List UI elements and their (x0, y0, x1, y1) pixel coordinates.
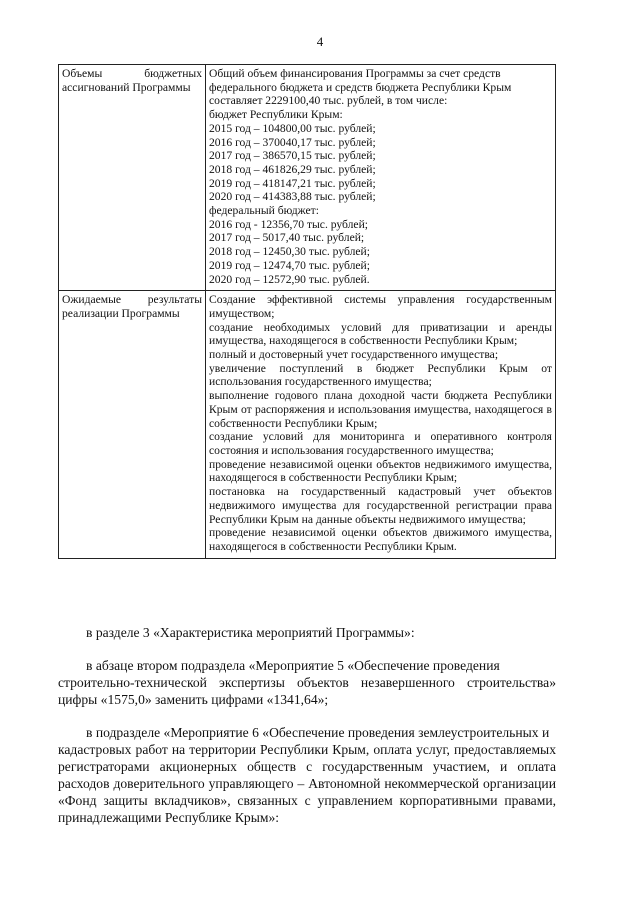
paragraph-first-line: в подразделе «Мероприятие 6 «Обеспечение проведения землеустроительных и (86, 725, 550, 740)
paragraph-measure-5 (58, 657, 556, 708)
table-line: проведение независимой оценки объектов движимого имущества, находящегося в собственности Республики Крым. (209, 526, 552, 553)
page-number: 4 (316, 34, 324, 49)
table-line: составляет 2229100,40 тыс. рублей, в том числе: (209, 94, 448, 108)
row-label-word: бюджетных (144, 67, 202, 80)
row-label-word: Ожидаемые (62, 293, 122, 307)
row-label-rest: ассигнований Программы (62, 80, 191, 94)
table-line: 2018 год – 461826,29 тыс. рублей; (209, 162, 376, 176)
table-line: 2020 год – 414383,88 тыс. рублей; (209, 190, 376, 204)
row-label-word: Объемы (62, 67, 103, 80)
row-label-word: результаты (147, 293, 202, 307)
program-passport-table (58, 64, 556, 559)
table-line: постановка на государственный кадастровый учет объектов недвижимого имущества для государственной регистрации права Республики Крым на данные объекты недвижимого имущества; (209, 485, 552, 526)
table-line: бюджет Республики Крым: (209, 108, 343, 122)
table-line: 2019 год – 418147,21 тыс. рублей; (209, 176, 376, 190)
paragraph-measure-6 (58, 724, 556, 826)
table-line: 2016 год – 370040,17 тыс. рублей; (209, 135, 376, 149)
table-line: проведение независимой оценки объектов недвижимого имущества, находящегося в собственности Республики Крым; (209, 457, 552, 485)
amendment-paragraphs (58, 624, 556, 842)
table-line: федеральный бюджет: (209, 204, 319, 218)
table-line: Создание эффективной системы управления государственным имуществом; (209, 293, 552, 320)
table-row-results (59, 291, 556, 558)
table-line: создание условий для мониторинга и оперативного контроля состояния и использования государственного имущества; (209, 430, 552, 457)
table-line: увеличение поступлений в бюджет Республики Крым от использования государственного имущества; (209, 361, 552, 389)
paragraph-text: в разделе 3 «Характеристика мероприятий Программы»: (86, 625, 415, 640)
paragraph-first-line: в абзаце втором подраздела «Мероприятие 5 «Обеспечение проведения (86, 658, 500, 673)
table-line: создание необходимых условий для приватизации и аренды имущества, находящегося в собственности Республики Крым; (209, 320, 552, 348)
table-line: 2017 год – 5017,40 тыс. рублей; (209, 231, 365, 245)
row-label-budget (59, 65, 206, 291)
table-line: 2020 год – 12572,90 тыс. рублей. (209, 272, 370, 286)
row-label-rest: реализации Программы (62, 306, 180, 320)
table-line: 2015 год – 104800,00 тыс. рублей; (209, 121, 376, 135)
table-line: выполнение годового плана доходной части бюджета Республики Крым от распоряжения и использования имущества, находящегося в собственности Республики Крым; (209, 389, 552, 430)
table-line: 2016 год - 12356,70 тыс. рублей; (209, 217, 369, 231)
table-line: федерального бюджета и средств бюджета Республики Крым (209, 80, 512, 94)
table-line: 2019 год – 12474,70 тыс. рублей; (209, 258, 370, 272)
paragraph-text: кадастровых работ на территории Республики Крым, оплата услуг, предоставляемых регистраторами акционерных обществ с государственным участием, и оплата расходов доверительного управляющего – Автономной некоммерческой организации «Фонд защиты вкладчиков», связанных с управлением корпоративными правами, принадлежащими Республике Крым»: (58, 742, 556, 825)
table-line: 2017 год – 386570,15 тыс. рублей; (209, 149, 376, 163)
row-content-results (206, 291, 556, 558)
table-row-budget (59, 65, 556, 291)
table-line: полный и достоверный учет государственного имущества; (209, 348, 499, 362)
paragraph-text: строительно-технической экспертизы объектов незавершенного строительства» цифры «1575,0» заменить цифрами «1341,64»; (58, 675, 556, 707)
row-label-results (59, 291, 206, 558)
paragraph-section-3 (86, 624, 556, 641)
table-line: 2018 год – 12450,30 тыс. рублей; (209, 245, 370, 259)
row-content-budget (206, 65, 556, 291)
table-line: Общий объем финансирования Программы за счет средств (209, 67, 501, 80)
